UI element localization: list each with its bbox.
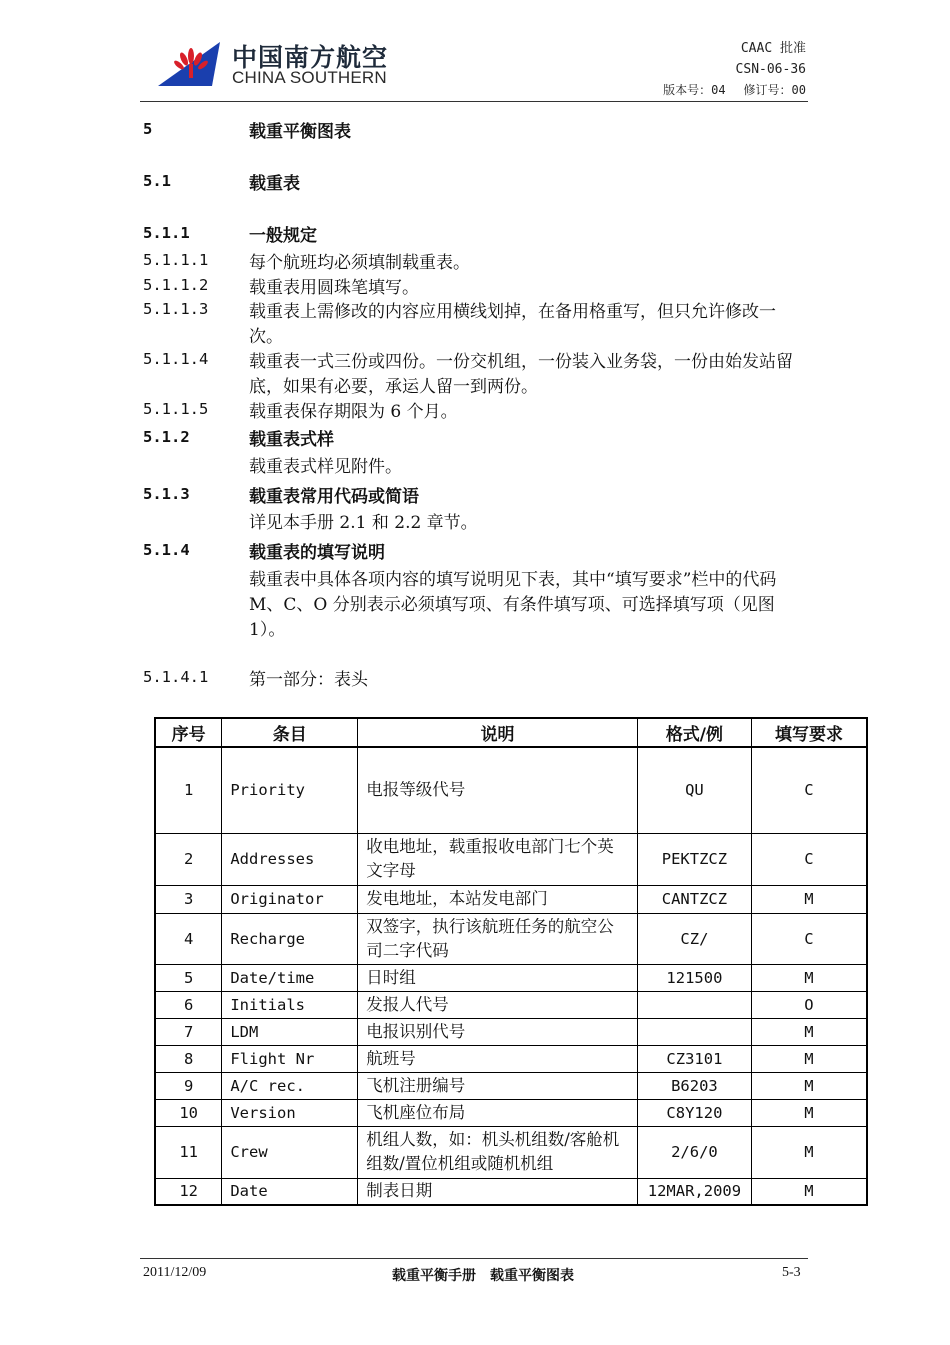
section-title: 载重表式样 [249,430,334,450]
row-description: 飞机座位布局 [358,1099,638,1126]
row-requirement: M [751,1126,867,1178]
row-example: CANTZCZ [637,885,751,913]
section-number: 5.1.4 [143,541,190,559]
table-row [155,991,867,1018]
clause-text: 载重表一式三份或四份。一份交机组，一份装入业务袋，一份由始发站留底，如果有必要，承运人留一到两份。 [249,352,793,397]
row-example: CZ3101 [637,1045,751,1072]
clause-text: 载重表上需修改的内容应用横线划掉，在备用格重写，但只允许修改一次。 [249,302,776,347]
row-example: B6203 [637,1072,751,1099]
row-description: 机组人数，如：机头机组数/客舱机组数/置位机组或随机机组 [358,1126,638,1178]
clause-text: 每个航班均必须填制载重表。 [249,253,470,273]
row-example: PEKTZCZ [637,833,751,885]
table-header-row [155,718,867,747]
section-number: 5.1.2 [143,428,190,446]
row-requirement: M [751,1045,867,1072]
section-title: 载重表的填写说明 [249,543,385,563]
clause-number: 5.1.1.3 [143,300,209,318]
row-example: CZ/ [637,913,751,964]
version-number: 版本号：04 [663,83,726,97]
row-example [637,1018,751,1045]
page-number: 5-3 [782,1265,801,1280]
row-description: 电报识别代号 [358,1018,638,1045]
row-item: Priority [222,747,358,833]
clause-number: 5.1.1.1 [143,251,209,269]
row-example [637,991,751,1018]
footer-chapter-name: 载重平衡图表 [490,1268,574,1284]
row-number: 2 [155,833,222,885]
row-requirement: M [751,1178,867,1205]
footer-divider [140,1258,808,1259]
section-title: 载重表 [249,174,300,194]
row-number: 9 [155,1072,222,1099]
row-item: Initials [222,991,358,1018]
row-number: 8 [155,1045,222,1072]
header-divider [140,101,808,102]
row-requirement: C [751,747,867,833]
approval-label: CAAC 批准 [740,41,806,56]
version-info [663,80,806,101]
section-number: 5.1.3 [143,485,190,503]
page-header [140,36,808,102]
row-description: 收电地址，载重报收电部门七个英文字母 [358,833,638,885]
row-item: Originator [222,885,358,913]
row-item: Flight Nr [222,1045,358,1072]
table-row [155,1072,867,1099]
document-code: CSN-06-36 [735,62,806,77]
table-row [155,1045,867,1072]
row-description: 飞机注册编号 [358,1072,638,1099]
revision-number: 修订号：00 [743,83,806,97]
row-requirement: M [751,885,867,913]
col-header-requirement: 填写要求 [751,718,867,747]
row-requirement: O [751,991,867,1018]
table-row [155,1018,867,1045]
row-item: Recharge [222,913,358,964]
row-example: 121500 [637,964,751,991]
logo-chinese-name: 中国南方航空 [232,43,389,72]
section-number: 5.1.1 [143,224,190,242]
row-item: Date [222,1178,358,1205]
row-requirement: M [751,1072,867,1099]
row-number: 3 [155,885,222,913]
table-row [155,913,867,964]
section-title: 载重平衡图表 [249,122,351,142]
row-requirement: C [751,913,867,964]
row-description: 发报人代号 [358,991,638,1018]
table-row [155,833,867,885]
row-number: 10 [155,1099,222,1126]
clause-text: 第一部分：表头 [249,670,368,690]
row-item: Date/time [222,964,358,991]
col-header-item: 条目 [222,718,358,747]
footer-title [392,1265,574,1285]
clause-number: 5.1.4.1 [143,668,209,686]
table-row [155,964,867,991]
section-body: 详见本手册 2.1 和 2.2 章节。 [249,513,478,533]
section-body: 载重表中具体各项内容的填写说明见下表，其中“填写要求”栏中的代码 M、C、O 分别表示必须填写项、有条件填写项、可选择填写项（见图 1）。 [249,570,777,640]
section-number: 5 [143,120,153,138]
row-number: 1 [155,747,222,833]
row-number: 12 [155,1178,222,1205]
row-number: 6 [155,991,222,1018]
clause-text: 载重表用圆珠笔填写。 [249,278,419,298]
row-number: 11 [155,1126,222,1178]
row-number: 7 [155,1018,222,1045]
table-row [155,1178,867,1205]
load-sheet-header-table [154,717,868,1206]
row-item: A/C rec. [222,1072,358,1099]
row-requirement: M [751,1099,867,1126]
section-title: 载重表常用代码或简语 [249,487,419,507]
row-requirement: C [751,833,867,885]
row-item: Version [222,1099,358,1126]
table-row [155,1099,867,1126]
clause-number: 5.1.1.4 [143,350,209,368]
clause-number: 5.1.1.5 [143,400,209,418]
china-southern-logo-icon [158,40,222,88]
clause-text: 载重表保存期限为 6 个月。 [249,402,458,422]
document-info [663,38,806,101]
row-example: C8Y120 [637,1099,751,1126]
section-title: 一般规定 [249,226,317,246]
row-number: 5 [155,964,222,991]
logo-english-name: CHINA SOUTHERN [232,68,387,87]
row-example: 2/6/0 [637,1126,751,1178]
row-example: 12MAR,2009 [637,1178,751,1205]
footer-manual-name: 载重平衡手册 [392,1268,476,1284]
row-number: 4 [155,913,222,964]
col-header-description: 说明 [358,718,638,747]
row-example: QU [637,747,751,833]
section-number: 5.1 [143,172,171,190]
row-description: 发电地址，本站发电部门 [358,885,638,913]
row-description: 双签字，执行该航班任务的航空公司二字代码 [358,913,638,964]
col-header-example: 格式/例 [637,718,751,747]
col-header-no: 序号 [155,718,222,747]
footer-date: 2011/12/09 [143,1265,207,1280]
table-row [155,747,867,833]
table-row [155,1126,867,1178]
row-description: 电报等级代号 [358,747,638,833]
row-item: Crew [222,1126,358,1178]
row-item: LDM [222,1018,358,1045]
table-row [155,885,867,913]
row-requirement: M [751,1018,867,1045]
row-description: 航班号 [358,1045,638,1072]
clause-number: 5.1.1.2 [143,276,209,294]
row-description: 制表日期 [358,1178,638,1205]
row-requirement: M [751,964,867,991]
row-description: 日时组 [358,964,638,991]
section-body: 载重表式样见附件。 [249,457,402,477]
row-item: Addresses [222,833,358,885]
